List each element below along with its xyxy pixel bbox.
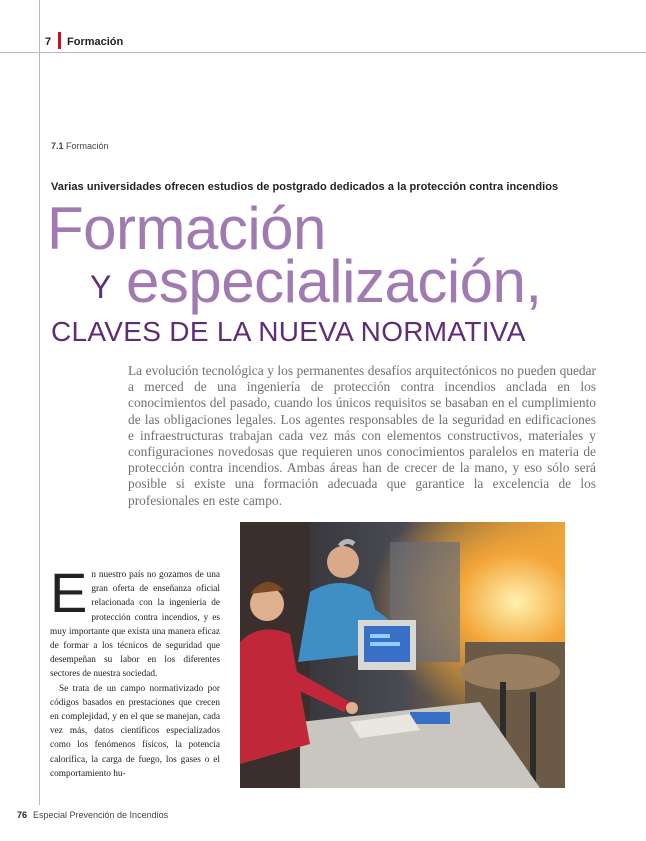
chapter-number: 7 — [45, 36, 52, 48]
lab-photo — [240, 522, 565, 788]
page-number: 76 — [17, 810, 28, 820]
headline-line2: especialización, — [126, 248, 542, 315]
headline-subtitle: CLAVES DE LA NUEVA NORMATIVA — [51, 316, 526, 347]
body-paragraph-1-text: n nuestro país no gozamos de una gran oferta de enseñanza oficial relacionada con la ingeniería de protección contra incendios, y es muy importante que exista una manera eficaz de formar a los técnicos de seguridad que desempeñan su labor en los diferentes sectores de nuestra sociedad. — [50, 570, 220, 680]
publication-name: Especial Prevención de Incendios — [33, 810, 169, 820]
lead-paragraph: La evolución tecnológica y los permanentes desafíos arquitectónicos no pueden quedar a merced de una ingeniería de protección contra incendios anclada en los conocimientos del pasado, cuando los únicos requisitos se basaban en el cumplimiento de las obligaciones legales. Los agentes responsables de la seguridad en edificaciones e infraestructuras trabajan cada vez más con elementos constructivos, materiales y configuraciones novedosas que requieren unos conocimientos paralelos en materia de protección contra incendios. Ambas áreas han de crecer de la mano, y eso sólo será posible si existe una formación adecuada que garantice la excelencia de los profesionales en este campo. — [128, 363, 596, 508]
margin-rule — [39, 0, 40, 805]
headline-line1: Formación — [47, 195, 326, 262]
chapter-title: Formación — [67, 36, 124, 48]
chapter-accent-bar — [58, 32, 61, 49]
section-number: 7.1 — [51, 141, 64, 151]
body-column — [50, 561, 220, 781]
section-name: Formación — [66, 141, 109, 151]
headline-conjunction: Y — [90, 269, 112, 305]
dropcap: E — [50, 561, 88, 624]
body-paragraph-1 — [50, 561, 220, 682]
header-rule — [0, 52, 646, 53]
kicker: Varias universidades ofrecen estudios de postgrado dedicados a la protección contra incendios — [51, 181, 559, 193]
section-label — [51, 141, 109, 151]
body-paragraph-2: Se trata de un campo normativizado por códigos basados en prestaciones que crecen en complejidad, y en el que se manejan, cada vez más, datos científicos especializados como los fenómenos físicos, la potencia calorífica, la carga de fuego, los gases o el comportamiento hu- — [50, 683, 220, 779]
